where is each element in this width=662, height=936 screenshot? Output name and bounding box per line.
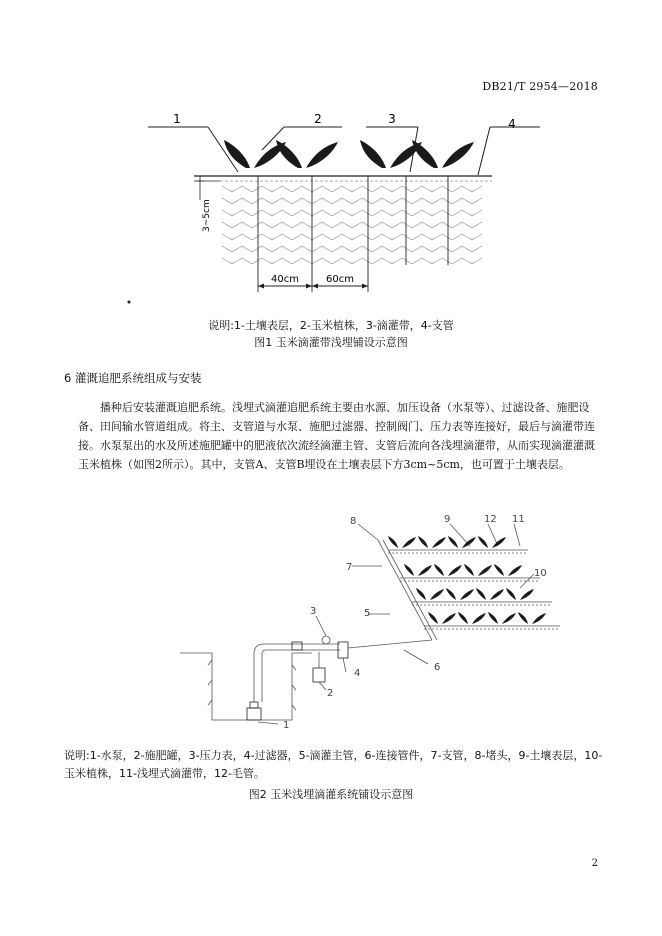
figure1-note: 说明:1-土壤表层，2-玉米植株，3-滴灌带，4-支管	[208, 319, 454, 332]
fig2-label-12: 12	[484, 514, 497, 525]
fig1-dim-40: 40cm	[271, 274, 299, 285]
figure2-drawing	[0, 505, 662, 740]
fig2-label-2: 2	[327, 688, 334, 699]
fig2-label-4: 4	[354, 668, 361, 679]
fig1-label-3: 3	[388, 112, 396, 126]
fig2-label-9: 9	[444, 514, 451, 525]
document-header-id: DB21/T 2954—2018	[482, 80, 598, 93]
fig2-label-10: 10	[534, 568, 547, 579]
fig1-label-1: 1	[173, 112, 181, 126]
paragraph-text: 播种后安装灌溉追肥系统。浅埋式滴灌追肥系统主要由水源、加压设备（水泵等）、过滤设备、施肥设备、田间输水管道组成。将主、支管道与水泵、施肥过滤器、控制阀门、压力表等连接好，最后与滴灌带连接。水泵泵出的水及所述施肥罐中的肥液依次流经滴灌主管、支管后流向各浅埋滴灌带，从而实现滴灌灌溉玉米植株（如图2所示）。其中，支管A、支管B埋设在土壤表层下方3cm~5cm，也可置于土壤表层。	[78, 401, 595, 471]
figure1-drawing	[0, 100, 662, 310]
fig2-label-6: 6	[434, 662, 441, 673]
page-number: 2	[591, 858, 598, 869]
fig2-label-7: 7	[346, 562, 353, 573]
fig2-label-8: 8	[350, 516, 357, 527]
figure2-note: 说明:1-水泵，2-施肥罐，3-压力表，4-过滤器，5-滴灌主管，6-连接管件，7-支管，8-堵头，9-土壤表层，10-玉米植株，11-浅埋式滴灌带，12-毛管。	[64, 749, 603, 780]
fig2-label-1: 1	[283, 720, 290, 731]
fig2-label-11: 11	[512, 514, 525, 525]
fig1-depth-label: 3~5cm	[202, 199, 212, 232]
corn-plants	[224, 140, 474, 168]
fig1-label-4: 4	[508, 117, 516, 131]
fig2-label-5: 5	[364, 608, 371, 619]
body-paragraph	[78, 398, 600, 474]
fig1-label-2: 2	[314, 112, 322, 126]
figure2-caption: 图2 玉米浅埋滴灌系统铺设示意图	[248, 788, 414, 801]
section-heading: 6 灌溉追肥系统组成与安装	[64, 371, 202, 385]
corn-plants-fig2	[388, 536, 546, 624]
fig2-label-3: 3	[310, 606, 317, 617]
root-zone	[222, 186, 482, 264]
figure1-caption: 图1 玉米滴灌带浅埋铺设示意图	[254, 336, 408, 349]
fig1-dim-60: 60cm	[326, 274, 354, 285]
